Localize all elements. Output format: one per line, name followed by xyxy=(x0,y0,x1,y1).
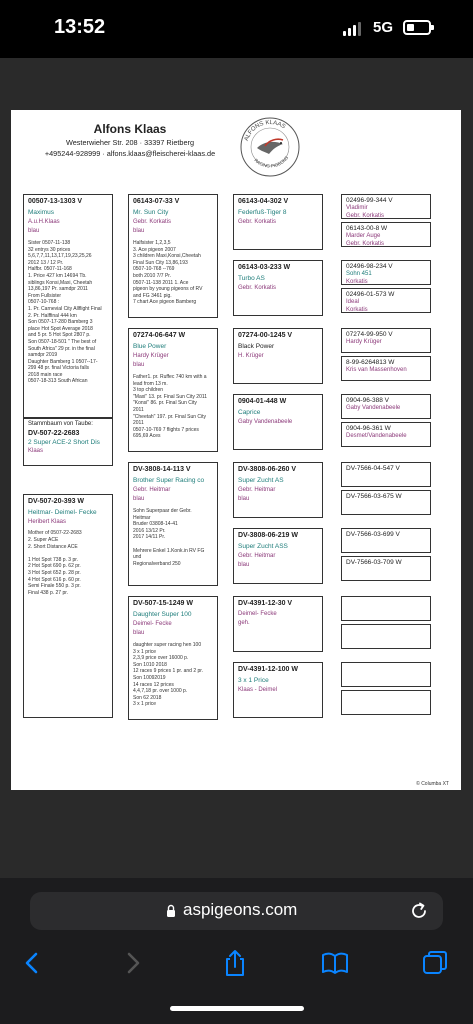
breeder-contact: +495244-928999 · alfons.klaas@fleischerei-klaas.de xyxy=(44,149,216,158)
url-text: aspigeons.com xyxy=(183,900,298,919)
sire-breeder: Gebr. Korkatis xyxy=(133,218,172,225)
stammbaum-ring: DV-507-22-2683 xyxy=(28,429,80,437)
ancestor-7-ring: 0904-96-388 V xyxy=(346,397,390,404)
great-grandparent-card-4[interactable] xyxy=(233,394,323,450)
gp3-name: Daughter Super 100 xyxy=(133,610,192,618)
ancestor-card-9[interactable] xyxy=(341,462,431,487)
ancestor-card-11[interactable] xyxy=(341,528,431,553)
sire-notes: Halfsister 1,2,3,5 3. Ace pigeon 2007 3 children Maxi,Konsi,Cheetah Final Sun City 13,86,193 0507-10-768 --769 both 2010 7/7 Pr. 0507-11-138 2011 1. Ace pigeon by young pigeons of RV and FG 3461 pig. 7 chart Ace pigeon Bamberg xyxy=(133,240,203,306)
gp2-name: Brother Super Racing co xyxy=(133,476,205,484)
dam-name: Heitmar- Deimel- Fecke xyxy=(28,508,97,516)
ggp7-breeder: geh. xyxy=(238,620,250,627)
great-grandparent-card-3[interactable] xyxy=(233,328,323,384)
sire-name: Mr. Sun City xyxy=(133,208,169,216)
great-grandparent-card-5[interactable] xyxy=(233,462,323,518)
logo-top-text: ALFONS KLAAS xyxy=(243,119,287,142)
stammbaum-breeder: Klaas xyxy=(28,448,44,455)
subject-breeder: A.u.H.Klaas xyxy=(28,218,60,225)
gp2-notes: Sohn Superpaar der Gebr. Heitmar Bruder 03808-14-41 2016 13/12 Pr. 2017 14/11 Pr. Mehrere Enkel 1.Konk.in RV FG und Regionalverband 250 xyxy=(133,508,205,567)
reload-icon[interactable] xyxy=(409,901,429,921)
gp1-ring: 07274-06-647 W xyxy=(133,332,186,339)
address-bar[interactable] xyxy=(30,892,443,930)
ancestor-card-12[interactable] xyxy=(341,556,431,581)
ggp3-breeder: H. Krüger xyxy=(238,352,264,359)
forward-icon[interactable] xyxy=(118,948,148,978)
bookmarks-icon[interactable] xyxy=(320,948,350,978)
great-grandparent-card-8[interactable] xyxy=(233,662,323,718)
gp3-color: blau xyxy=(133,630,145,637)
ancestor-card-4[interactable] xyxy=(341,288,431,313)
stammbaum-label: Stammbaum von Taube: xyxy=(28,421,93,427)
ggp6-name: Super Zucht ASS xyxy=(238,542,288,550)
ggp7-ring: DV-4391-12-30 V xyxy=(238,600,293,607)
ancestor-card-13[interactable] xyxy=(341,596,431,621)
gp2-color: blau xyxy=(133,496,145,503)
ggp1-name: Federfuß-Tiger 8 xyxy=(238,208,287,216)
ancestor-card-5[interactable] xyxy=(341,328,431,353)
ancestor-4-name: Ideal xyxy=(346,299,360,306)
ancestor-card-2[interactable] xyxy=(341,222,431,247)
ancestor-2-name: Marder Auge xyxy=(346,233,381,240)
great-grandparent-card-6[interactable] xyxy=(233,528,323,584)
ancestor-card-16[interactable] xyxy=(341,690,431,715)
stammbaum-name: 2 Super ACE-2 Short Dis xyxy=(28,439,100,447)
gp1-notes: Father1. pr. Ruffec 740 km with a lead from 13 m. 3 top children "Maxi" 13. pr. Final Sun City 2011 "Konsi" 86. pr. Final Sun City 2011 "Cheetah" 197. pr. Final Sun City 2011 0507-10-769 7 flights 7 prices 695,69 Aces xyxy=(133,374,208,440)
ancestor-card-10[interactable] xyxy=(341,490,431,515)
ancestor-card-15[interactable] xyxy=(341,662,431,687)
network-label: 5G xyxy=(373,19,394,36)
subject-ring: 00507-13-1303 V xyxy=(28,198,83,205)
grandparent-card-3[interactable] xyxy=(128,596,218,720)
ggp8-name: 3 x 1 Price xyxy=(238,676,269,684)
ggp3-ring: 07274-00-1245 V xyxy=(238,332,293,339)
ancestor-12-ring: DV-7566-03-709 W xyxy=(346,559,402,566)
subject-color: blau xyxy=(28,228,40,235)
ggp5-color: blau xyxy=(238,496,250,503)
dam-breeder: Heribert Klaas xyxy=(28,518,67,525)
subject-notes: Sister 0507-11-138 32 entrys 30 prices 5,6,7,7,11,13,17,19,23,25,26 2012 13 / 12 Pr. Halfbr. 0507-11-168 1. Price 427 km 14694 Tb. siblings Konsi,Maxi, Cheetah 13,86,197 Pr. samdpr 2011 From Fullsister 0507-10-768 : 1. Pr. Carnevial City Allflight Final 2. Pr. Halffinal 444 km Son 0507-17-280 Bamberg 3 place Hot Spot Average 2018 and 5 pr. 5 Hot Spot 2807 p. Son 0507-18-501 " The best of South Africa" 29 pr. in the final samdpr 2019 Daughter Bamberg 1 0507--17- 299 48 pr. final Victoria falls 2018 main race 0507-18-313 South African xyxy=(28,240,102,385)
ancestor-3-name: Sohn 451 xyxy=(346,271,372,278)
ggp6-color: blau xyxy=(238,562,250,569)
gp2-ring: DV-3808-14-113 V xyxy=(133,466,191,473)
status-time: 13:52 xyxy=(54,16,106,38)
ancestor-2-breeder: Gebr. Korkatis xyxy=(346,240,385,247)
ggp5-name: Super Zucht AS xyxy=(238,476,284,484)
great-grandparent-card-1[interactable] xyxy=(233,194,323,250)
ancestor-8-name: Desmet/Vandenabeele xyxy=(346,433,407,440)
ancestor-5-ring: 07274-99-950 V xyxy=(346,331,393,338)
subject-name: Maximus xyxy=(28,208,55,216)
ggp6-breeder: Gebr. Heitmar xyxy=(238,552,276,559)
ggp2-breeder: Gebr. Korkatis xyxy=(238,284,277,291)
tabs-icon[interactable] xyxy=(420,948,450,978)
gp2-breeder: Gebr. Heitmar xyxy=(133,486,171,493)
pedigree-document xyxy=(11,110,461,790)
club-logo xyxy=(239,116,301,178)
logo-bottom-text: RACING PIGEONS xyxy=(253,155,290,169)
ancestor-3-breeder: Korkatis xyxy=(346,278,368,285)
ggp8-breeder: Klaas - Deimel xyxy=(238,686,278,693)
page-viewer[interactable] xyxy=(0,58,473,878)
share-icon[interactable] xyxy=(220,948,250,978)
copyright: © Columba XT xyxy=(416,781,449,787)
ancestor-6-ring: 8-99-6264813 W xyxy=(346,359,395,366)
battery-icon xyxy=(403,20,431,35)
dam-notes: Mother of 0507-22-2683 2. Super ACE 2. Short Distance ACE 1 Hot Spot 738 p. 3 pr. 2 Hot Spot 690 p. 62 pr. 3 Hot Spot 652 p. 28 pr. 4 Hot Spot 616 p. 60 pr. Semi Finale 550 p. 3 pr. Final 438 p. 27 pr. xyxy=(28,530,82,596)
ggp8-ring: DV-4391-12-100 W xyxy=(238,666,298,673)
ancestor-1-breeder: Gebr. Korkatis xyxy=(346,212,385,219)
ggp2-name: Turbo AS xyxy=(238,274,265,282)
ancestor-9-ring: DV-7566-04-547 V xyxy=(346,465,400,472)
ggp3-name: Black Power xyxy=(238,342,275,350)
ancestor-10-ring: DV-7566-03-675 W xyxy=(346,493,402,500)
ggp1-breeder: Gebr. Korkatis xyxy=(238,218,277,225)
grandparent-card-1[interactable] xyxy=(128,328,218,452)
ancestor-8-ring: 0904-96-361 W xyxy=(346,425,391,432)
ancestor-card-8[interactable] xyxy=(341,422,431,447)
ggp4-breeder: Gaby Vandenabeele xyxy=(238,418,293,425)
breeder-address: Westerwieher Str. 208 · 33397 Rietberg xyxy=(65,138,195,147)
home-indicator xyxy=(170,1006,304,1011)
gp1-name: Blue Power xyxy=(133,342,167,350)
ancestor-card-6[interactable] xyxy=(341,356,431,381)
gp3-notes: daughter super racing hen 100 3 x 1 price 2,3,9 price over 16000 p. Son 1010 2018 12 races 9 prices 1 pr. and 2 pr. Son 10092019 14 races 12 prices 4,4,7,18 pr. over 1000 p. Son 62 2018 3 x 1 price xyxy=(133,642,204,708)
ancestor-6-name: Kris van Massenhoven xyxy=(346,367,407,374)
ancestor-4-breeder: Korkatis xyxy=(346,306,368,313)
ancestor-5-name: Hardy Krüger xyxy=(346,339,382,346)
grandparent-card-2[interactable] xyxy=(128,462,218,586)
ggp4-name: Caprice xyxy=(238,408,261,416)
ggp5-breeder: Gebr. Heitmar xyxy=(238,486,276,493)
gp1-color: blau xyxy=(133,362,145,369)
dam-ring: DV-507-20-393 W xyxy=(28,498,85,505)
ggp7-name: Deimel- Fecke xyxy=(238,610,277,617)
lock-icon xyxy=(166,904,176,918)
ggp4-ring: 0904-01-448 W xyxy=(238,398,287,405)
ggp2-ring: 06143-03-233 W xyxy=(238,264,291,271)
great-grandparent-card-7[interactable] xyxy=(233,596,323,652)
great-grandparent-card-2[interactable] xyxy=(233,260,323,316)
browser-toolbar xyxy=(0,878,473,1024)
ancestor-card-7[interactable] xyxy=(341,394,431,419)
ancestor-4-ring: 02496-01-573 W xyxy=(346,291,395,298)
back-icon[interactable] xyxy=(17,948,47,978)
ancestor-1-ring: 02496-99-344 V xyxy=(346,197,393,204)
ggp5-ring: DV-3808-06-260 V xyxy=(238,466,296,473)
gp1-breeder: Hardy Krüger xyxy=(133,352,169,359)
subject-card[interactable] xyxy=(23,194,113,418)
ancestor-card-14[interactable] xyxy=(341,624,431,649)
ancestor-11-ring: DV-7566-03-699 V xyxy=(346,531,400,538)
gp3-breeder: Deimel- Fecke xyxy=(133,620,172,627)
ancestor-card-1[interactable] xyxy=(341,194,431,219)
ggp1-ring: 06143-04-302 V xyxy=(238,198,289,205)
sire-ring: 06143-07-33 V xyxy=(133,198,180,205)
ggp6-ring: DV-3808-06-219 W xyxy=(238,532,298,539)
ancestor-3-ring: 02496-98-234 V xyxy=(346,263,393,270)
ancestor-7-name: Gaby Vandenabeele xyxy=(346,405,401,412)
ancestor-card-3[interactable] xyxy=(341,260,431,285)
stammbaum-card[interactable] xyxy=(23,418,113,466)
gp3-ring: DV-507-15-1249 W xyxy=(133,600,193,607)
sire-color: blau xyxy=(133,228,145,235)
ancestor-2-ring: 06143-00-8 W xyxy=(346,225,388,232)
signal-icon xyxy=(343,22,361,36)
dam-card[interactable] xyxy=(23,494,113,718)
status-bar xyxy=(0,0,473,58)
breeder-name: Alfons Klaas xyxy=(93,122,167,136)
sire-card[interactable] xyxy=(128,194,218,318)
ancestor-1-name: Vladimir xyxy=(346,205,368,212)
